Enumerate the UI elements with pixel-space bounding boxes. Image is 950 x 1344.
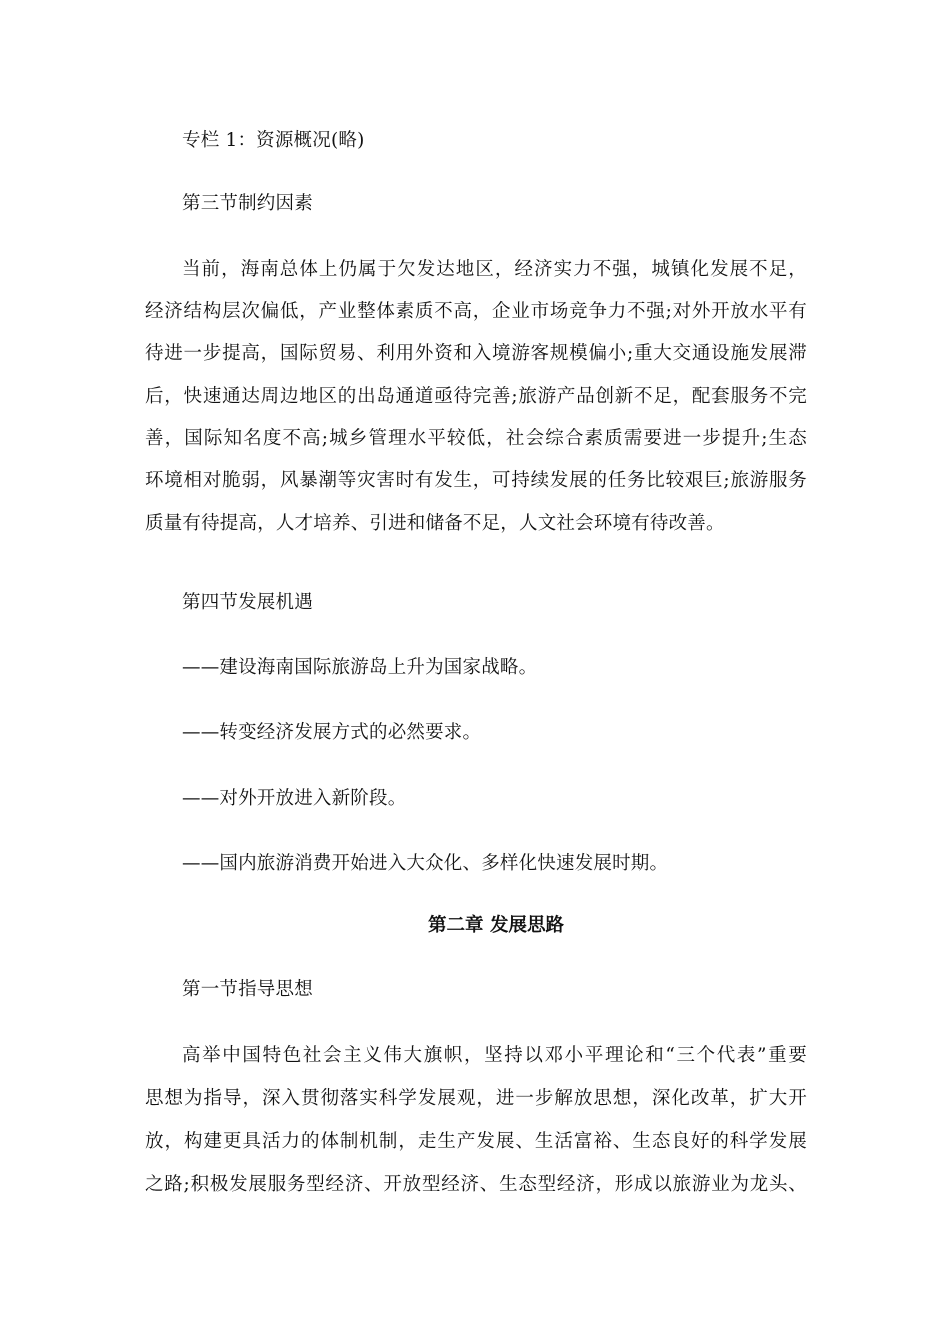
paragraph-line: 当前，海南总体上仍属于欠发达地区，经济实力不强，城镇化发展不足，: [182, 259, 807, 280]
list-item: ——建设海南国际旅游岛上升为国家战略。: [182, 657, 538, 678]
paragraph-line: 思想为指导，深入贯彻落实科学发展观，进一步解放思想，深化改革，扩大开: [145, 1088, 807, 1109]
box-note: 专栏 1：资源概况(略): [182, 130, 365, 151]
paragraph-line: 待进一步提高，国际贸易、利用外资和入境游客规模偏小;重大交通设施发展滞: [145, 343, 807, 364]
section-heading: 第三节制约因素: [182, 193, 313, 214]
list-item: ——转变经济发展方式的必然要求。: [182, 722, 482, 743]
paragraph-line: 环境相对脆弱，风暴潮等灾害时有发生，可持续发展的任务比较艰巨;旅游服务: [145, 470, 807, 491]
paragraph-line: 之路;积极发展服务型经济、开放型经济、生态型经济，形成以旅游业为龙头、: [145, 1174, 807, 1195]
chapter-heading: 第二章 发展思路: [428, 915, 564, 936]
list-item: ——对外开放进入新阶段。: [182, 788, 407, 809]
section-heading: 第四节发展机遇: [182, 592, 313, 613]
list-item: ——国内旅游消费开始进入大众化、多样化快速发展时期。: [182, 853, 669, 874]
paragraph-line: 后，快速通达周边地区的出岛通道亟待完善;旅游产品创新不足，配套服务不完: [145, 386, 807, 407]
paragraph-line: 放，构建更具活力的体制机制，走生产发展、生活富裕、生态良好的科学发展: [145, 1131, 807, 1152]
paragraph-line: 善，国际知名度不高;城乡管理水平较低，社会综合素质需要进一步提升;生态: [145, 428, 807, 449]
section-heading: 第一节指导思想: [182, 979, 313, 1000]
paragraph-line: 经济结构层次偏低，产业整体素质不高，企业市场竞争力不强;对外开放水平有: [145, 301, 807, 322]
paragraph-line: 高举中国特色社会主义伟大旗帜，坚持以邓小平理论和“三个代表”重要: [182, 1045, 807, 1066]
paragraph-line: 质量有待提高，人才培养、引进和储备不足，人文社会环境有待改善。: [145, 513, 725, 534]
